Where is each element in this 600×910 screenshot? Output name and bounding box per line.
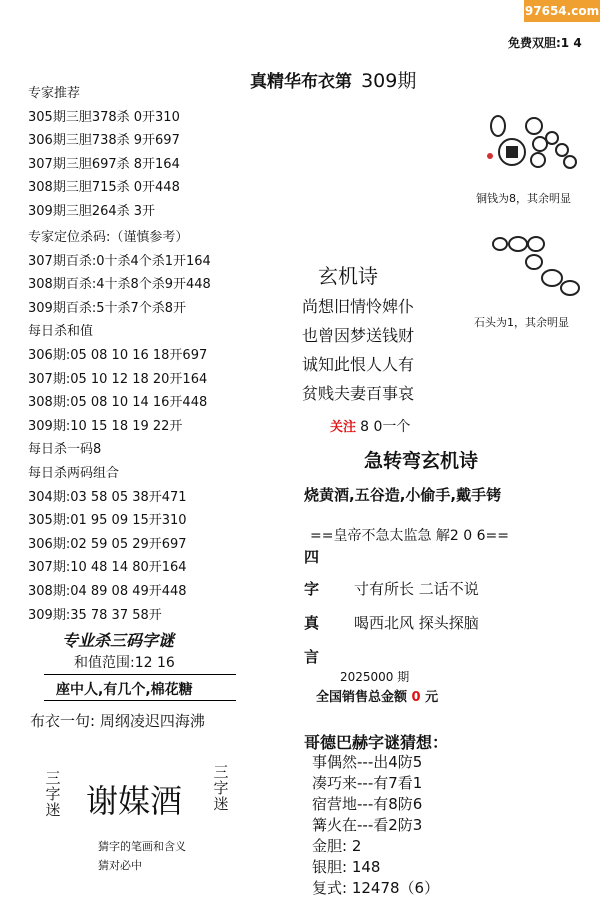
list-item: 304期:03 58 05 38开471 [28, 489, 187, 505]
stone-caption: 石头为1，其余明显 [474, 316, 569, 329]
poem-title: 玄机诗 [318, 264, 378, 288]
list-item: 事偶然---出4防5 [312, 753, 423, 771]
hint-text: 猜字的笔画和含义 [98, 840, 186, 853]
list-item: 307期:10 48 14 80开164 [28, 560, 187, 576]
section-heading: 每日杀两码组合 [28, 465, 120, 481]
four-word-phrase: 寸有所长 二话不说 [354, 580, 479, 598]
divider [44, 674, 236, 675]
sales-label: 全国销售总金额 [316, 690, 408, 705]
poem-line: 诚知此恨人人有 [302, 355, 415, 374]
page-title [250, 66, 416, 93]
sales-total [316, 686, 438, 705]
riddle-title: 专业杀三码字谜 [62, 631, 175, 650]
list-item: 308期:04 89 08 49开448 [28, 583, 187, 599]
vertical-label-right: 三字迷 [213, 763, 229, 813]
list-item: 凑巧来---有7看1 [312, 774, 423, 792]
sum-range: 和值范围:12 16 [74, 655, 175, 671]
focus-value: 8 0一个 [360, 419, 411, 435]
poem-line: 贫贱夫妻百事哀 [302, 384, 415, 403]
buyi-sentence: 布衣一句: 周纲凌迟四海沸 [30, 712, 205, 730]
poem-line: 也曾因梦送钱财 [302, 326, 415, 345]
four-word-phrase: 喝西北风 探头探脑 [354, 614, 479, 632]
list-item: 复式: 12478（6） [312, 879, 440, 897]
four-word-char: 言 [304, 648, 320, 666]
four-word-char: 真 [304, 614, 320, 632]
goldbach-title: 哥德巴赫字谜猜想： [304, 733, 449, 752]
list-item: 金胆: 2 [312, 837, 362, 855]
riddle-clue: 座中人,有几个,棉花糖 [56, 682, 193, 698]
list-item: 307期:05 10 12 18 20开164 [28, 371, 208, 387]
sales-issue: 2025000 期 [340, 670, 410, 684]
list-item: 309期三胆264杀 3开 [28, 203, 156, 219]
position-kill-section [28, 226, 211, 627]
list-item: 308期三胆715杀 0开448 [28, 180, 180, 196]
riddle-poem-answer: ==皇帝不急太监急 解2 0 6== [310, 528, 509, 544]
list-item: 309期:35 78 37 58开 [28, 607, 162, 623]
list-item: 宿营地---有8防6 [312, 795, 423, 813]
list-item: 银胆: 148 [312, 858, 381, 876]
coin-chain-illustration [478, 108, 588, 188]
vertical-label-left: 三字迷 [45, 769, 61, 819]
focus-label: 关注 [330, 420, 357, 435]
hint-text: 猜对必中 [98, 859, 142, 872]
list-item: 309期百杀:5十杀7个杀8开 [28, 300, 187, 316]
list-item: 306期三胆738杀 9开697 [28, 133, 180, 149]
list-item: 305期三胆378杀 0开310 [28, 109, 180, 125]
list-item: 307期三胆697杀 8开164 [28, 156, 180, 172]
list-item: 309期:10 15 18 19 22开 [28, 418, 183, 434]
daily-kill-one: 每日杀一码8 [28, 442, 102, 458]
section-heading: 每日杀和值 [28, 324, 94, 340]
title-text: 真精华布衣第 [250, 72, 352, 92]
free-double-pick: 免费双胆:1 4 [508, 36, 582, 50]
stone-chain-illustration [486, 230, 590, 305]
riddle-poem-line: 烧黄酒,五谷造,小偷手,戴手铐 [304, 486, 502, 504]
sales-unit: 元 [425, 690, 439, 705]
poem-lines [302, 292, 414, 408]
site-watermark: 97654.com [524, 0, 600, 22]
list-item: 307期百杀:0十杀4个杀1开164 [28, 253, 211, 269]
list-item: 308期:05 08 10 14 16开448 [28, 395, 208, 411]
riddle-poem-title: 急转弯玄机诗 [364, 450, 479, 472]
issue-number: 309期 [361, 70, 417, 92]
riddle-answer: 谢媒酒 [86, 782, 183, 820]
sales-amount: 0 [411, 690, 421, 705]
poem-line: 尚想旧情怜婢仆 [302, 297, 415, 316]
list-item: 306期:02 59 05 29开697 [28, 536, 187, 552]
list-item: 篝火在---看2防3 [312, 816, 423, 834]
section-heading: 专家推荐 [28, 86, 81, 101]
list-item: 305期:01 95 09 15开310 [28, 513, 187, 529]
four-word-char: 字 [304, 580, 320, 598]
four-word-char: 四 [304, 548, 320, 566]
divider [44, 700, 236, 701]
goldbach-list [312, 752, 439, 899]
expert-recommend-section [28, 82, 180, 224]
coin-caption: 铜钱为8，其余明显 [476, 192, 571, 205]
focus-line [330, 416, 410, 436]
list-item: 306期:05 08 10 16 18开697 [28, 347, 208, 363]
list-item: 308期百杀:4十杀8个杀9开448 [28, 277, 211, 293]
section-heading: 专家定位杀码:（谨慎参考） [28, 230, 189, 245]
